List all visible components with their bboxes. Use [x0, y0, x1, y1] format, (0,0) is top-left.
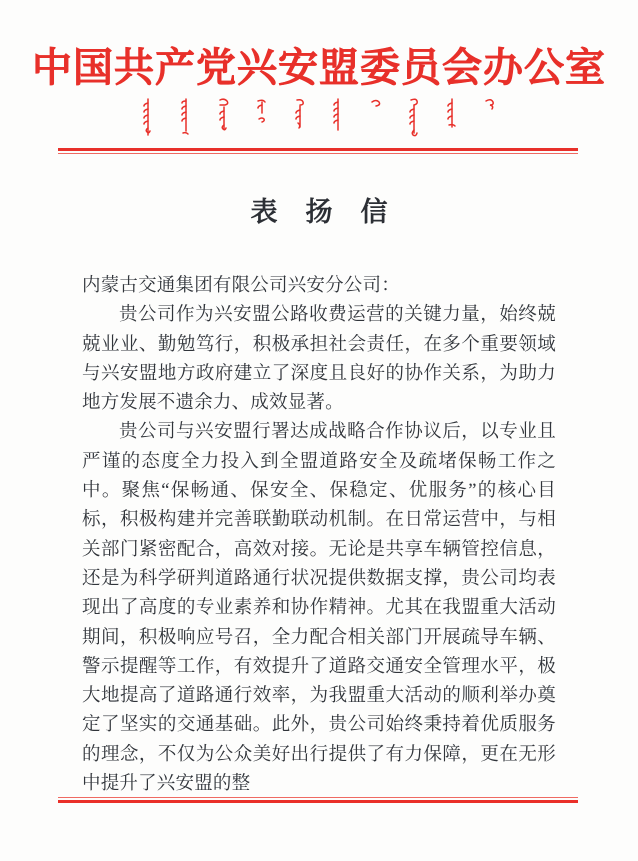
- mongolian-glyph-column: [218, 97, 230, 139]
- mongolian-glyph-column: [446, 97, 458, 139]
- page-title: 表扬信: [250, 197, 416, 227]
- divider-thin-bar: [58, 797, 578, 798]
- mongolian-glyph-column: [370, 97, 382, 139]
- mongolian-glyph-column: [408, 97, 420, 139]
- recipient-line: 内蒙古交通集团有限公司兴安分公司：: [82, 276, 400, 296]
- body-paragraph: 贵公司与兴安盟行署达成战略合作协议后，以专业且严谨的态度全力投入到全盟道路安全及疏堵保畅工作之中。聚焦“保畅通、保安全、保稳定、优服务”的核心目标，积极构建并完善联勤联动机制。在日常运营中，与相关部门紧密配合，高效对接。无论是共享车辆管控信息，还是为科学研判道路通行状况提供数据支撑，贵公司均表现出了高度的专业素养和协作精神。尤其在我盟重大活动期间，积极响应号召，全力配合相关部门开展疏导车辆、警示提醒等工作，有效提升了道路交通安全管理水平，极大地提高了道路通行效率，为我盟重大活动的顺利举办奠定了坚实的交通基础。此外，贵公司始终秉持着优质服务的理念，不仅为公众美好出行提供了有力保障，更在无形中提升了兴安盟的整: [82, 422, 556, 795]
- letter-body: [82, 272, 556, 799]
- mongolian-glyph-column: [332, 97, 344, 139]
- divider-thick-bar: [58, 800, 578, 803]
- mongolian-glyph-column: [180, 97, 192, 139]
- divider-thin-bar: [58, 153, 578, 154]
- mongolian-script-line: [0, 97, 638, 141]
- mongolian-glyph-column: [294, 97, 306, 139]
- mongolian-glyph-column: [142, 97, 154, 139]
- mongolian-glyph-column: [484, 97, 496, 139]
- mongolian-glyph-column: [256, 97, 268, 139]
- letterhead-masthead: [0, 0, 638, 141]
- divider-thick-bar: [58, 148, 578, 151]
- footer-divider-rule: [58, 797, 578, 803]
- masthead-divider-rule: [58, 148, 578, 154]
- body-paragraph: 贵公司作为兴安盟公路收费运营的关键力量，始终兢兢业业、勤勉笃行，积极承担社会责任，在多个重要领域与兴安盟地方政府建立了深度且良好的协作关系，为助力地方发展不遗余力、成效显著。: [82, 305, 556, 414]
- issuing-organization-title: 中国共产党兴安盟委员会办公室: [32, 45, 606, 90]
